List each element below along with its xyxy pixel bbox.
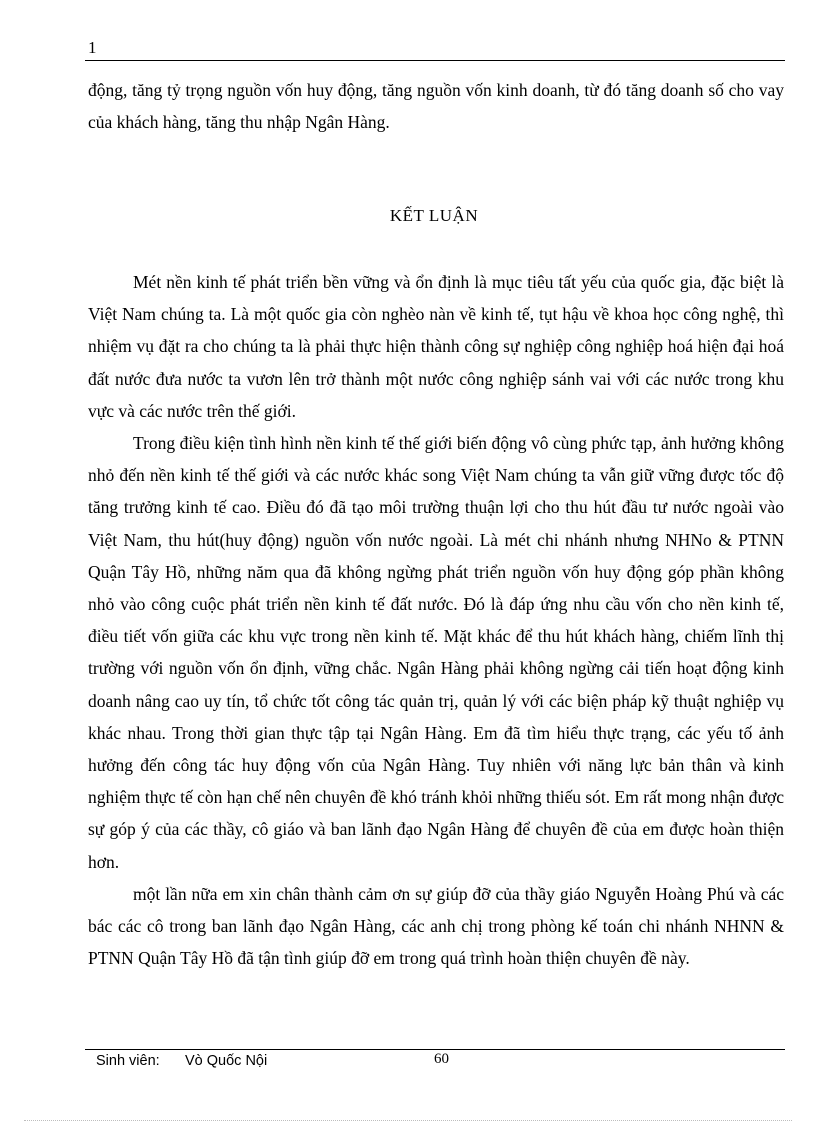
section-title: KẾT LUẬN [389, 206, 479, 225]
footer-page-number: 60 [434, 1051, 449, 1067]
conclusion-paragraph-3: một lần nữa em xin chân thành cảm ơn sự giúp đỡ của thầy giáo Nguyễn Hoàng Phú và các bác các cô trong ban lãnh đạo Ngân Hàng, các anh chị trong phòng kế toán chi nhánh NHNN & PTNN Quận Tây Hồ đã tận tình giúp đỡ em trong quá trình hoàn thiện chuyên đề này. [88, 883, 784, 969]
intro-paragraph: động, tăng tỷ trọng nguồn vốn huy động, tăng nguồn vốn kinh doanh, từ đó tăng doanh số cho vay của khách hàng, tăng thu nhập Ngân Hàng. [88, 80, 784, 133]
header-divider [85, 60, 785, 61]
header-page-number: 1 [88, 38, 97, 57]
conclusion-body [88, 266, 784, 974]
conclusion-paragraph-2: Trong điều kiện tình hình nền kinh tế thế giới biến động vô cùng phức tạp, ảnh hưởng không nhỏ đến nền kinh tế thế giới và các nước khác song Việt Nam chúng ta vẫn giữ vững được tốc độ tăng trưởng kinh tế cao. Điều đó đã tạo môi trường thuận lợi cho thu hút đầu tư nước ngoài vào Việt Nam, thu hút(huy động) nguồn vốn nước ngoài. Là mét chi nhánh nhưng NHNo & PTNN Quận Tây Hồ, những năm qua đã không ngừng phát triển nguồn vốn huy động góp phần không nhỏ vào công cuộc phát triển nền kinh tế đất nước. Đó là đáp ứng nhu cầu vốn cho nền kinh tế, điều tiết vốn giữa các khu vực trong nền kinh tế. Mặt khác để thu hút khách hàng, chiếm lĩnh thị trường với nguồn vốn ổn định, vững chắc. Ngân Hàng phải không ngừng cải tiến hoạt động kinh doanh nâng cao uy tín, tổ chức tốt công tác quản trị, quản lý với các biện pháp kỹ thuật nghiệp vụ khác nhau. Trong thời gian thực tập tại Ngân Hàng. Em đã tìm hiểu thực trạng, các yếu tố ảnh hưởng đến công tác huy động vốn của Ngân Hàng. Tuy nhiên với năng lực bản thân và kinh nghiệm thực tế còn hạn chế nên chuyên đề khó tránh khỏi những thiếu sót. Em rất mong nhận được sự góp ý của các thầy, cô giáo và ban lãnh đạo Ngân Hàng để chuyên đề của em được hoàn thiện hơn. [88, 433, 784, 872]
intro-block [88, 74, 784, 138]
conclusion-paragraph-1: Mét nền kinh tế phát triển bền vững và ổn định là mục tiêu tất yếu của quốc gia, đặc biệt là Việt Nam chúng ta. Là một quốc gia còn nghèo nàn về kinh tế, tụt hậu về khoa học công nghệ, thì nhiệm vụ đặt ra cho chúng ta là phải thực hiện thành công sự nghiệp công nghiệp hoá hiện đại hoá đất nước đưa nước ta vươn lên trở thành một nước công nghiệp sánh vai với các nước trong khu vực và các nước trên thế giới. [88, 272, 784, 421]
page-edge-divider [24, 1120, 792, 1121]
footer-divider [85, 1049, 785, 1050]
footer-student-label: Sinh viên: [96, 1053, 160, 1069]
footer-student-name: Vò Quốc Nội [185, 1053, 268, 1069]
